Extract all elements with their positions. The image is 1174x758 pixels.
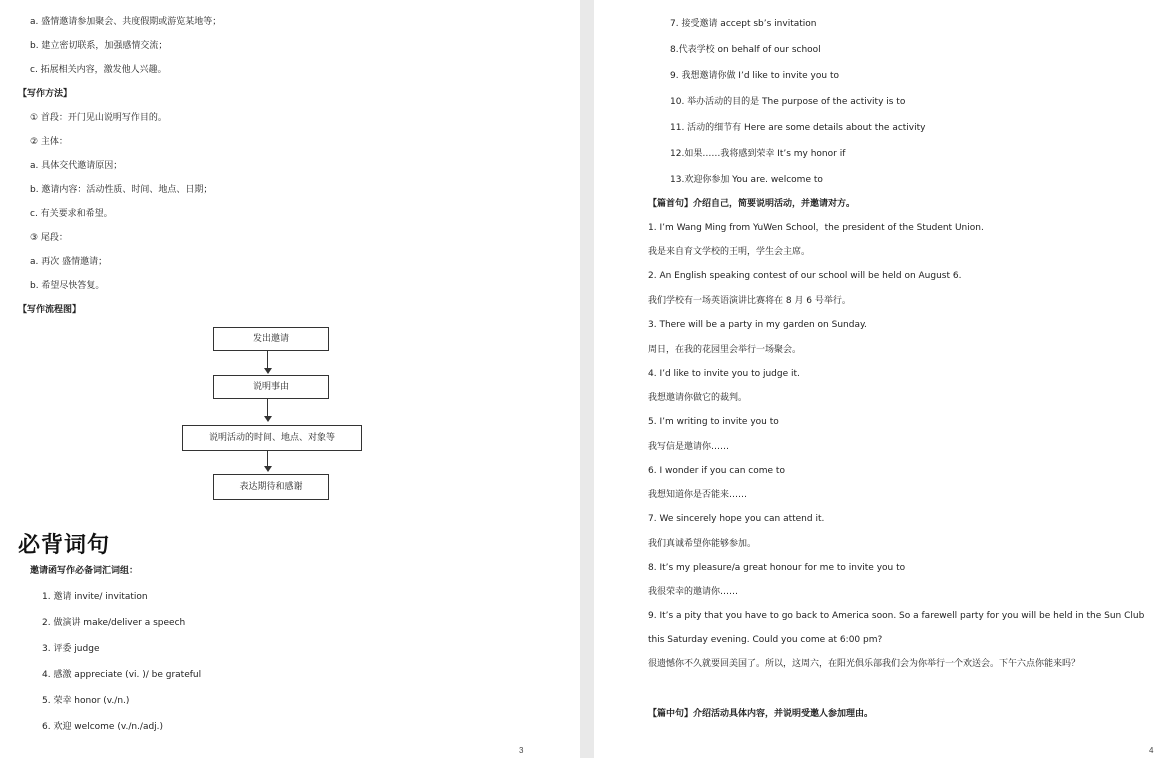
sentence-zh: 我们真诚希望你能够参加。 — [648, 539, 757, 549]
vocab-item: 8.代表学校 on behalf of our school — [670, 45, 821, 55]
section-heading: 【写作方法】 — [18, 89, 73, 99]
flowchart-step: 说明事由 — [213, 375, 329, 399]
document-page-right — [594, 0, 1174, 758]
sentence-en: 5. I’m writing to invite you to — [648, 417, 779, 427]
sentence-en: 1. I’m Wang Ming from YuWen School，the president of the Student Union. — [648, 223, 984, 233]
text-line: a. 再次 盛情邀请； — [30, 257, 108, 267]
sentence-zh: 我们学校有一场英语演讲比赛将在 8 月 6 号举行。 — [648, 296, 851, 306]
sentence-zh: 我写信是邀请你…… — [648, 442, 730, 452]
flowchart-arrow — [267, 399, 268, 417]
sentence-zh: 我想知道你是否能来…… — [648, 490, 748, 500]
vocab-item: 4. 感激 appreciate (vi. )/ be grateful — [42, 670, 202, 680]
arrow-head-icon — [264, 416, 272, 422]
page-number: 3 — [519, 746, 524, 755]
sentence-en: 2. An English speaking contest of our school will be held on August 6. — [648, 271, 962, 281]
text-line: c. 拓展相关内容，激发他人兴趣。 — [30, 65, 167, 75]
vocab-item: 5. 荣幸 honor (v./n.) — [42, 696, 130, 706]
arrow-head-icon — [264, 368, 272, 374]
text-line: ② 主体： — [30, 137, 68, 147]
text-line: a. 具体交代邀请原因； — [30, 161, 123, 171]
text-line: b. 邀请内容：活动性质、时间、地点、日期； — [30, 185, 213, 195]
vocab-item: 3. 评委 judge — [42, 644, 100, 654]
vocab-item: 7. 接受邀请 accept sb’s invitation — [670, 19, 817, 29]
flowchart-arrow — [267, 351, 268, 369]
sentence-zh: 周日，在我的花园里会举行一场聚会。 — [648, 345, 802, 355]
flowchart-arrow — [267, 451, 268, 467]
text-line: b. 建立密切联系，加强感情交流； — [30, 41, 168, 51]
page-number: 4 — [1149, 746, 1154, 755]
vocab-item: 13.欢迎你参加 You are. welcome to — [670, 175, 823, 185]
vocab-item: 2. 做演讲 make/deliver a speech — [42, 618, 186, 628]
sentence-zh: 我很荣幸的邀请你…… — [648, 587, 739, 597]
section-heading: 【篇首句】介绍自己，简要说明活动，并邀请对方。 — [648, 199, 856, 209]
flowchart-step: 说明活动的时间、地点、对象等 — [182, 425, 362, 451]
text-line: c. 有关要求和希望。 — [30, 209, 113, 219]
sentence-en: 6. I wonder if you can come to — [648, 466, 785, 476]
text-line: b. 希望尽快答复。 — [30, 281, 105, 291]
flowchart-step: 发出邀请 — [213, 327, 329, 351]
sentence-zh-long: 很遗憾你不久就要回美国了。所以，这周六，在阳光俱乐部我们会为你举行一个欢送会。下午六点你能来吗？ — [648, 659, 1081, 669]
section-title: 必背词句 — [18, 533, 111, 558]
sentence-en: 4. I’d like to invite you to judge it. — [648, 369, 800, 379]
sentence-zh: 我想邀请你做它的裁判。 — [648, 393, 748, 403]
document-page-left — [0, 0, 580, 758]
vocab-heading: 邀请函写作必备词汇词组： — [30, 566, 139, 576]
section-heading: 【写作流程图】 — [18, 305, 82, 315]
arrow-head-icon — [264, 466, 272, 472]
sentence-en: 8. It’s my pleasure/a great honour for me to invite you to — [648, 563, 906, 573]
vocab-item: 6. 欢迎 welcome (v./n./adj.) — [42, 722, 164, 732]
sentence-en: 3. There will be a party in my garden on Sunday. — [648, 320, 867, 330]
sentence-en-long: 9. It’s a pity that you have to go back to America soon. So a farewell party for you will be held in the Sun Club this Saturday evening. Could you come at 6:00 pm? — [648, 611, 1145, 645]
vocab-item: 11. 活动的细节有 Here are some details about the activity — [670, 123, 926, 133]
vocab-item: 12.如果……我将感到荣幸 It’s my honor if — [670, 149, 846, 159]
text-line: a. 盛情邀请参加聚会、共度假期或游览某地等； — [30, 17, 222, 27]
sentence-zh: 我是来自育文学校的王明，学生会主席。 — [648, 247, 811, 257]
sentence-en: 7. We sincerely hope you can attend it. — [648, 514, 825, 524]
flowchart-step: 表达期待和感谢 — [213, 474, 329, 500]
text-line: ③ 尾段： — [30, 233, 68, 243]
section-heading: 【篇中句】介绍活动具体内容，并说明受邀人参加理由。 — [648, 709, 874, 719]
vocab-item: 1. 邀请 invite/ invitation — [42, 592, 148, 602]
vocab-item: 9. 我想邀请你做 I’d like to invite you to — [670, 71, 839, 81]
text-line: ① 首段：开门见山说明写作目的。 — [30, 113, 167, 123]
vocab-item: 10. 举办活动的目的是 The purpose of the activity is to — [670, 97, 906, 107]
